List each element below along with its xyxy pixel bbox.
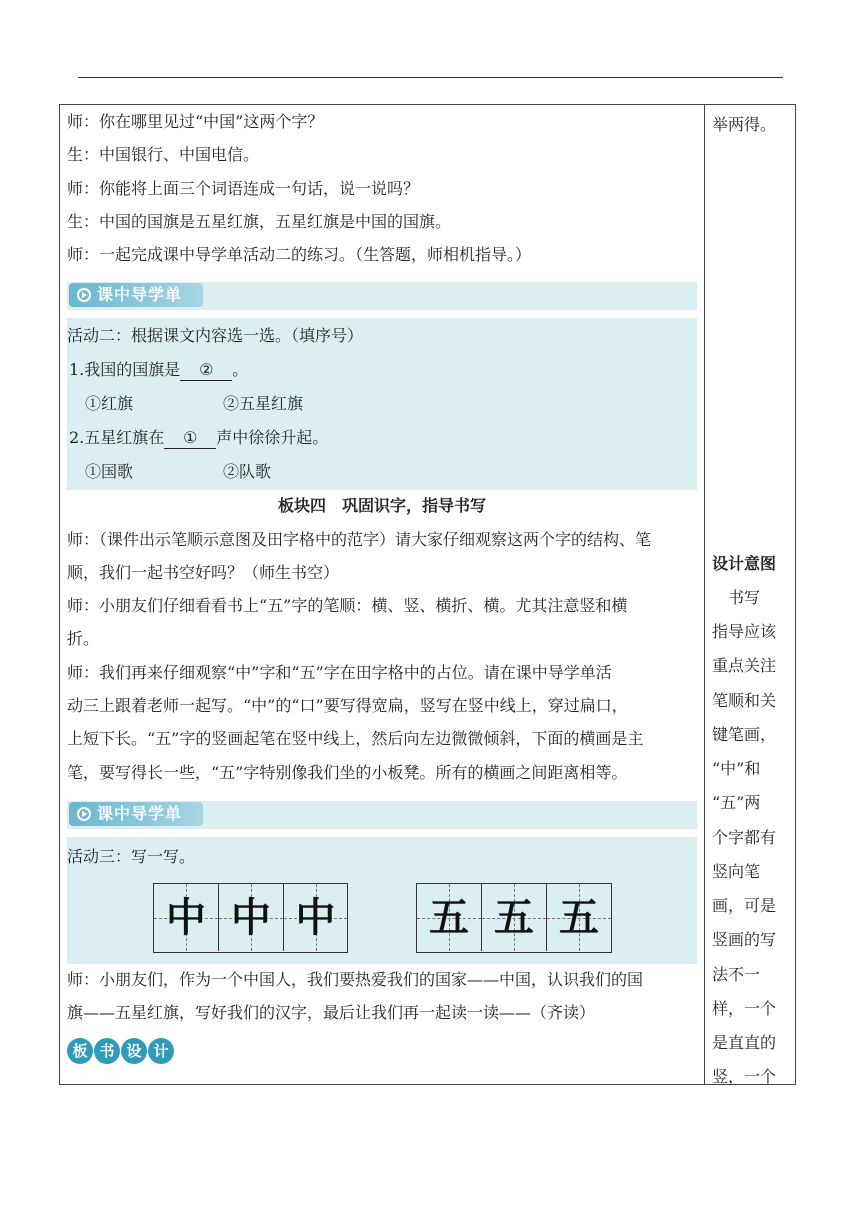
question-2-answer: ① xyxy=(164,428,216,449)
side-line: 键笔画， xyxy=(712,725,777,744)
closing-line: 旗——五星红旗，写好我们的汉字，最后让我们再一起读一读——（齐读） xyxy=(67,1003,596,1022)
side-line: 画，可是 xyxy=(712,896,777,915)
guide-sheet-label xyxy=(69,283,203,307)
question-2-suffix: 声中徐徐升起。 xyxy=(216,428,329,447)
dialogue-line: 生：中国的国旗是五星红旗，五星红旗是中国的国旗。 xyxy=(67,212,452,231)
teaching-line: 师：（课件出示笔顺示意图及田字格中的范字）请大家仔细观察这两个字的结构、笔 xyxy=(67,530,652,549)
side-line: 竖向笔 xyxy=(712,862,761,881)
side-line: 重点关注 xyxy=(712,656,777,675)
activity-three-title: 活动三：写一写。 xyxy=(67,847,196,866)
guide-sheet-label-text: 课中导学单 xyxy=(97,804,183,823)
teaching-line: 动三上跟着老师一起写。“中”的“口”要写得宽扁，竖写在竖中线上，穿过扁口， xyxy=(67,696,628,715)
dialogue-line: 师：你在哪里见过“中国”这两个字？ xyxy=(67,112,324,131)
side-line: “中”和 xyxy=(712,759,761,778)
design-intent-heading: 设计意图 xyxy=(712,554,777,573)
tianzige-cell xyxy=(154,884,219,951)
column-divider xyxy=(704,104,705,1085)
closing-line: 师：小朋友们，作为一个中国人，我们要热爱我们的国家——中国，认识我们的国 xyxy=(67,970,644,989)
section-title: 板块四 巩固识字，指导书写 xyxy=(277,496,486,515)
question-1-option-2: ②五星红旗 xyxy=(223,394,304,413)
question-1-suffix: 。 xyxy=(232,360,249,379)
question-1-prefix: 1.我国的国旗是 xyxy=(69,360,181,379)
side-line: 竖画的写 xyxy=(712,930,777,949)
question-1 xyxy=(69,360,248,381)
play-circle-icon xyxy=(77,807,91,821)
writing-grid-wu xyxy=(416,883,612,953)
tianzige-cell xyxy=(417,884,482,951)
side-line: 是直直的 xyxy=(712,1033,777,1052)
guide-sheet-banner xyxy=(67,801,697,829)
board-design-char: 设 xyxy=(121,1038,147,1064)
activity-two-title: 活动二：根据课文内容选一选。（填序号） xyxy=(67,326,364,345)
question-2-option-2: ②队歌 xyxy=(223,462,272,481)
side-line: 笔顺和关 xyxy=(712,691,777,710)
side-line: 个字都有 xyxy=(712,828,777,847)
board-design-char: 计 xyxy=(148,1038,174,1064)
sample-character: 中 xyxy=(231,894,271,941)
header-rule xyxy=(78,77,783,78)
question-2-prefix: 2.五星红旗在 xyxy=(69,428,165,447)
dialogue-line: 师：你能将上面三个词语连成一句话，说一说吗？ xyxy=(67,179,420,198)
activity-three-box xyxy=(67,837,697,964)
activity-two-box xyxy=(67,318,697,490)
tianzige-cell xyxy=(284,884,347,951)
dialogue-line: 生：中国银行、中国电信。 xyxy=(67,145,260,164)
writing-grid-zhong xyxy=(153,883,348,953)
tianzige-cell xyxy=(219,884,284,951)
guide-sheet-label-text: 课中导学单 xyxy=(97,285,183,304)
sample-character: 五 xyxy=(429,894,469,941)
board-design-char: 书 xyxy=(94,1038,120,1064)
teaching-line: 笔，要写得长一些，“五”字特别像我们坐的小板凳。所有的横画之间距离相等。 xyxy=(67,763,628,782)
teaching-line: 师：我们再来仔细观察“中”字和“五”字在田字格中的占位。请在课中导学单活 xyxy=(67,663,612,682)
sample-character: 五 xyxy=(494,894,534,941)
board-design-badge xyxy=(67,1038,174,1064)
guide-sheet-banner xyxy=(67,282,697,310)
side-line: 样，一个 xyxy=(712,999,777,1018)
tianzige-cell xyxy=(547,884,611,951)
question-1-option-1: ①红旗 xyxy=(85,394,134,413)
board-design-char: 板 xyxy=(67,1038,93,1064)
side-line: 竖，一个 xyxy=(712,1067,777,1086)
side-line: 法不一 xyxy=(712,965,761,984)
sample-character: 中 xyxy=(166,894,206,941)
side-top-text: 举两得。 xyxy=(712,115,777,134)
question-1-answer: ② xyxy=(180,360,232,381)
question-2 xyxy=(69,428,328,449)
teaching-line: 上短下长。“五”字的竖画起笔在竖中线上，然后向左边微微倾斜，下面的横画是主 xyxy=(67,729,644,748)
question-2-option-1: ①国歌 xyxy=(85,462,134,481)
tianzige-cell xyxy=(482,884,547,951)
dialogue-line: 师：一起完成课中导学单活动二的练习。（生答题，师相机指导。） xyxy=(67,245,532,264)
teaching-line: 顺，我们一起书空好吗？（师生书空） xyxy=(67,563,340,582)
guide-sheet-label xyxy=(69,802,203,826)
side-line: 指导应该 xyxy=(712,622,777,641)
play-circle-icon xyxy=(77,288,91,302)
teaching-line: 师：小朋友们仔细看看书上“五”字的笔顺：横、竖、横折、横。尤其注意竖和横 xyxy=(67,596,628,615)
side-line: “五”两 xyxy=(712,793,761,812)
side-line: 书写 xyxy=(712,588,761,607)
sample-character: 中 xyxy=(295,894,336,941)
sample-character: 五 xyxy=(559,894,599,941)
teaching-line: 折。 xyxy=(67,629,100,648)
